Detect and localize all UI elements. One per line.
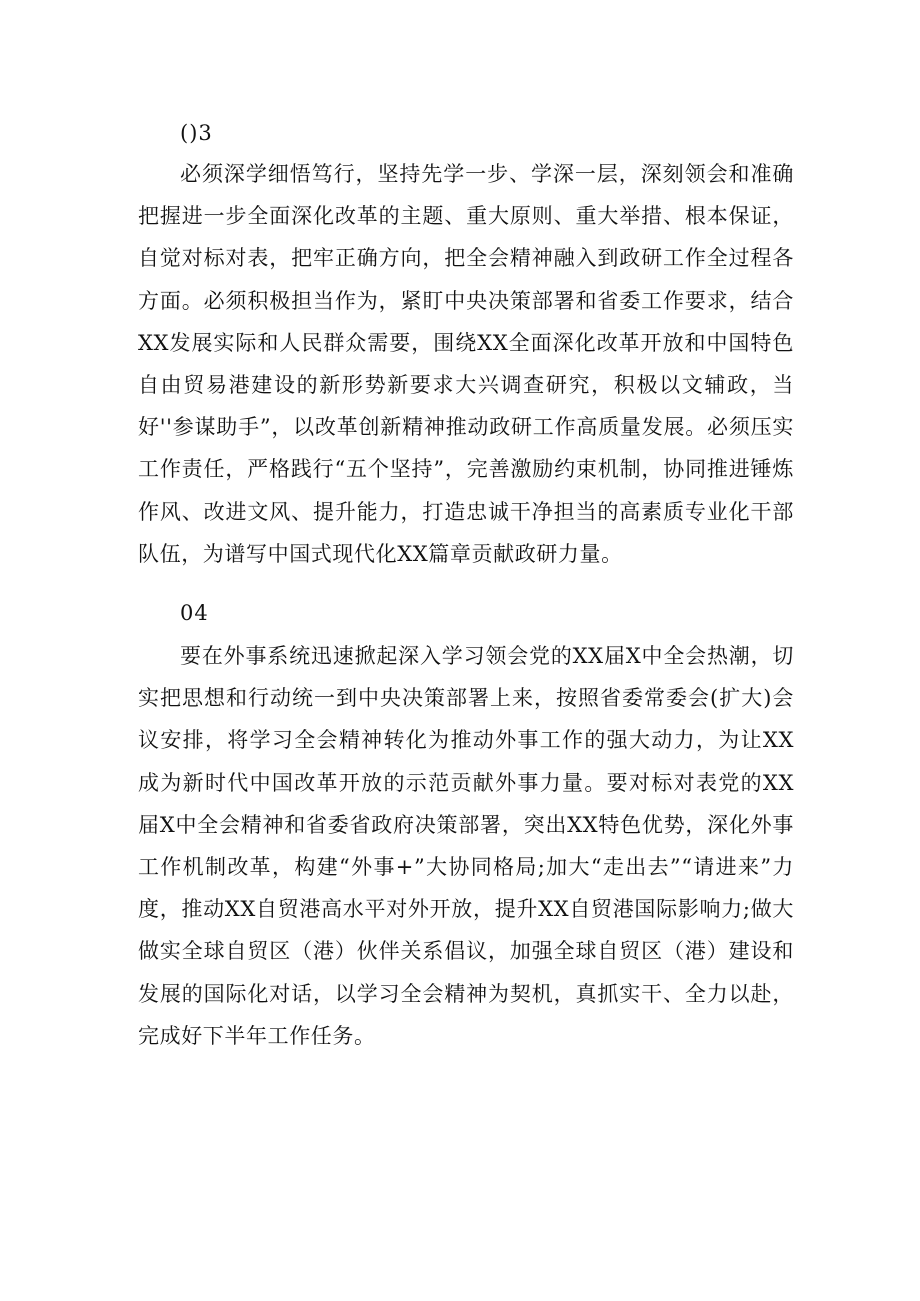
- section-04-paragraph: 要在外事系统迅速掀起深入学习领会党的XX届X中全会热潮，切实把思想和行动统一到中央决策部署上来，按照省委常委会(扩大)会议安排，将学习全会精神转化为推动外事工作的强大动力，为让XX成为新时代中国改革开放的示范贡献外事力量。要对标对表党的XX届X中全会精神和省委省政府决策部署，突出XX特色优势，深化外事工作机制改革，构建“外事+”大协同格局;加大“走出去”“请进来”力度，推动XX自贸港高水平对外开放，提升XX自贸港国际影响力;做大做实全球自贸区（港）伙伴关系倡议，加强全球自贸区（港）建设和发展的国际化对话，以学习全会精神为契机，真抓实干、全力以赴，完成好下半年工作任务。: [138, 644, 794, 1048]
- section-03-paragraph: 必须深学细悟笃行，坚持先学一步、学深一层，深刻领会和准确把握进一步全面深化改革的主题、重大原则、重大举措、根本保证，自觉对标对表，把牢正确方向，把全会精神融入到政研工作全过程各方面。必须积极担当作为，紧盯中央决策部署和省委工作要求，结合XX发展实际和人民群众需要，围绕XX全面深化改革开放和中国特色自由贸易港建设的新形势新要求大兴调查研究，积极以文辅政，当好''参谋助手”，以改革创新精神推动政研工作高质量发展。必须压实工作责任，严格践行“五个坚持”，完善激励约束机制，协同推进锤炼作风、改进文风、提升能力，打造忠诚干净担当的高素质专业化干部队伍，为谱写中国式现代化XX篇章贡献政研力量。: [138, 162, 794, 566]
- section-number-03: ()3: [180, 121, 213, 145]
- section-number-04: 04: [180, 601, 209, 625]
